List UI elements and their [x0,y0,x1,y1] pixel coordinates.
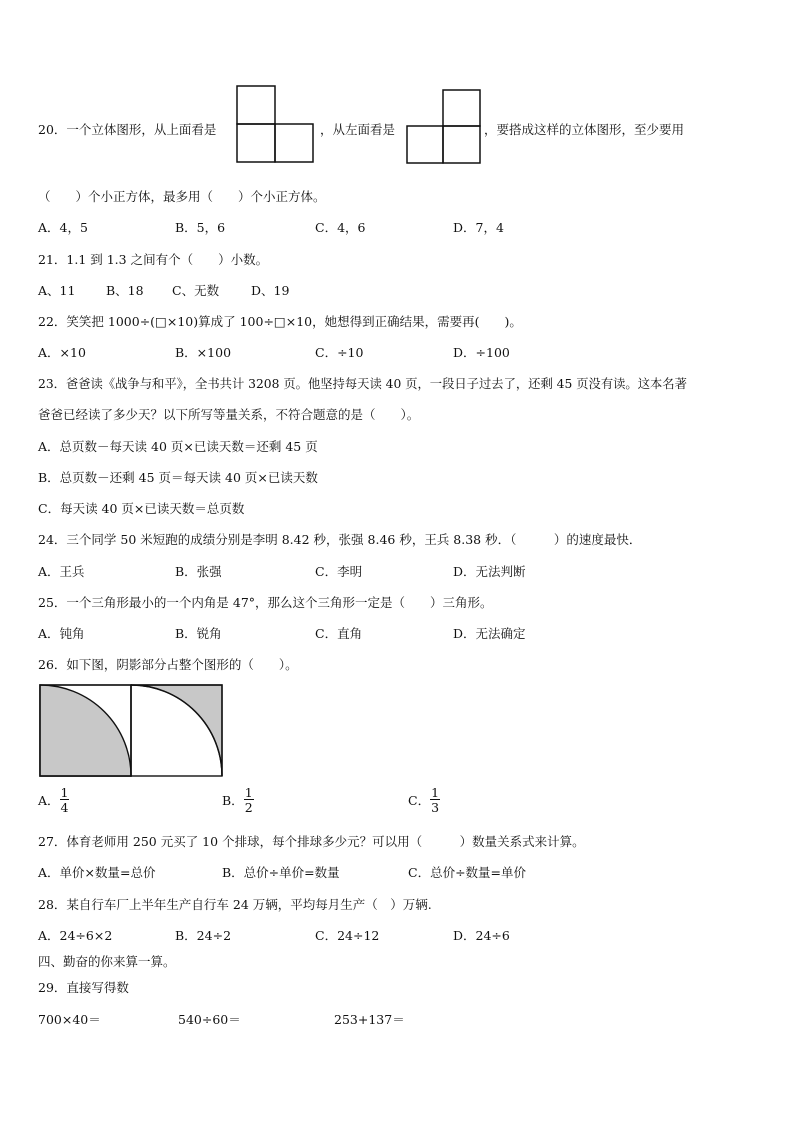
q26-shaded-figure [38,683,226,779]
q29-item-1: 700×40＝ [38,1012,101,1027]
q26-option-a-numerator: 1 [60,785,69,800]
q26-option-c-numerator: 1 [431,785,440,800]
q27-option-c: C．总价÷数量=单价 [408,865,527,880]
q23-option-a: A．总页数－每天读 40 页×已读天数＝还剩 45 页 [38,439,318,454]
q26-option-b-fraction [244,786,254,814]
q23-option-c: C．每天读 40 页×已读天数＝总页数 [38,501,245,516]
q25-option-b: B．锐角 [175,626,222,641]
q24-option-a: A．王兵 [38,564,85,579]
q27-option-a: A．单价×数量=总价 [38,865,156,880]
q20-option-c: C．4，6 [315,220,366,235]
q23-stem-line2: 爸爸已经读了多少天？以下所写等量关系，不符合题意的是（ ）。 [38,407,420,422]
q26-option-c-label: C． [408,793,431,809]
q20-left-view-figure [406,89,482,165]
q29-stem: 29．直接写得数 [38,980,129,995]
q22-stem: 22．笑笑把 1000÷(□×10)算成了 100÷□×10，她想得到正确结果，需要再( )。 [38,314,522,329]
q26-option-a-denominator: 4 [60,800,69,816]
q20-option-b: B．5，6 [175,220,226,235]
q20-option-a: A．4，5 [38,220,88,235]
q20-stem-part1: 20．一个立体图形，从上面看是 [38,122,217,137]
q29-item-3: 253+137＝ [334,1012,405,1027]
q21-option-d: D、19 [251,283,290,298]
q22-option-a: A．×10 [38,345,86,360]
q23-stem-line1: 23．爸爸读《战争与和平》，全书共计 3208 页。他坚持每天读 40 页，一段日子过去了，还剩 45 页没有读。这本名著 [38,377,687,391]
q26-stem: 26．如下图，阴影部分占整个图形的（ ）。 [38,657,298,672]
q26-option-a [38,786,69,814]
q27-stem: 27．体育老师用 250 元买了 10 个排球，每个排球多少元？可以用（ ）数量关系式来计算。 [38,834,585,849]
q20-stem-line2: （ ）个小正方体，最多用（ ）个小正方体。 [38,189,326,204]
q23-option-b: B．总页数－还剩 45 页＝每天读 40 页×已读天数 [38,470,318,485]
q27-option-b: B．总价÷单价=数量 [222,865,340,880]
q26-option-a-label: A． [38,793,60,809]
q25-option-c: C．直角 [315,626,363,641]
q26-option-b [222,786,254,814]
q20-stem-part3: ，要搭成这样的立体图形，至少要用 [484,122,685,137]
q21-option-c: C、无数 [172,283,220,298]
q20-option-d: D．7，4 [453,220,504,235]
q28-option-b: B．24÷2 [175,928,232,943]
q29-item-2: 540÷60＝ [178,1012,241,1027]
section-4-heading: 四、勤奋的你来算一算。 [38,954,176,969]
q20-stem-part2: ，从左面看是 [320,122,396,137]
q21-stem: 21．1.1 到 1.3 之间有个（ ）小数。 [38,252,269,267]
q28-option-c: C．24÷12 [315,928,380,943]
q26-option-b-label: B． [222,793,244,809]
q25-stem: 25．一个三角形最小的一个内角是 47°，那么这个三角形一定是（ ）三角形。 [38,595,493,610]
q25-option-a: A．钝角 [38,626,85,641]
q25-option-d: D．无法确定 [453,626,526,641]
q26-option-a-fraction [60,786,70,814]
q24-option-c: C．李明 [315,564,363,579]
q26-option-c [408,786,440,814]
q22-option-c: C．÷10 [315,345,364,360]
q24-option-b: B．张强 [175,564,222,579]
q24-option-d: D．无法判断 [453,564,526,579]
q21-option-b: B、18 [106,283,144,298]
q26-option-b-denominator: 2 [244,800,253,816]
q26-option-c-fraction [430,786,440,814]
q21-option-a: A、11 [38,283,76,298]
q22-option-b: B．×100 [175,345,232,360]
q28-option-a: A．24÷6×2 [38,928,113,943]
q26-option-b-numerator: 1 [244,785,253,800]
q26-option-c-denominator: 3 [431,800,440,816]
q28-option-d: D．24÷6 [453,928,510,943]
q20-top-view-figure [236,85,314,165]
q22-option-d: D．÷100 [453,345,510,360]
q28-stem: 28．某自行车厂上半年生产自行车 24 万辆，平均每月生产（ ）万辆. [38,897,432,912]
q24-stem: 24．三个同学 50 米短跑的成绩分别是李明 8.42 秒，张强 8.46 秒，王兵 8.38 秒．（ ）的速度最快． [38,532,642,547]
